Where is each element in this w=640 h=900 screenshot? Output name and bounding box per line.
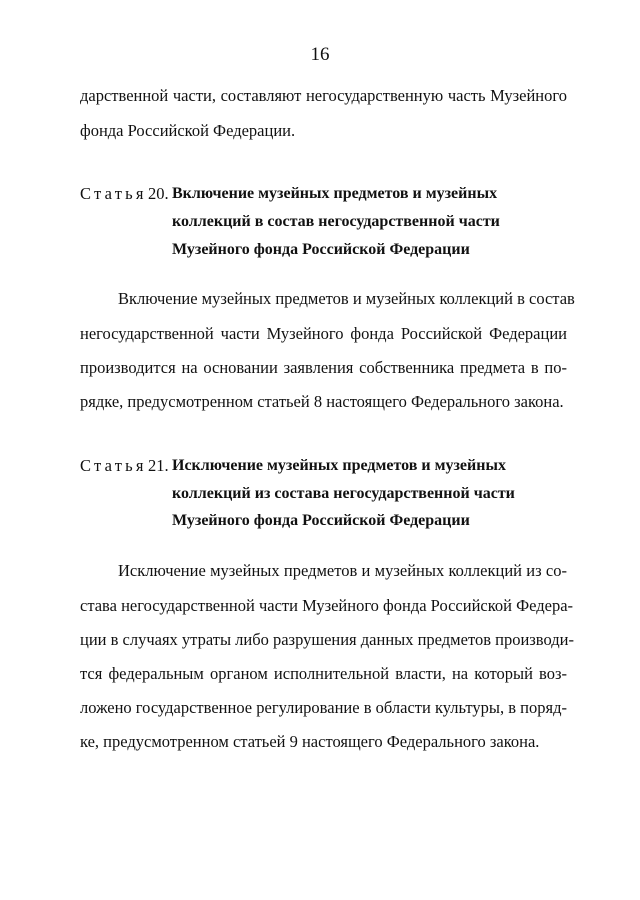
article-body-line: тся федеральным органом исполнительной власти, на который воз- — [80, 664, 567, 683]
article-body-line: ложено государственное регулирование в области культуры, в поряд- — [80, 698, 567, 717]
article-body-line: ции в случаях утраты либо разрушения данных предметов производи- — [80, 630, 574, 649]
article-label: Статья — [80, 184, 147, 203]
article-title-line: Исключение музейных предметов и музейных — [172, 457, 506, 474]
article-body-line: Включение музейных предметов и музейных коллекций в состав — [118, 289, 575, 308]
article-title-line: Музейного фонда Российской Федерации — [172, 512, 470, 529]
article-body-line: Исключение музейных предметов и музейных коллекций из со- — [118, 561, 567, 580]
page-number: 16 — [310, 44, 330, 65]
article-body-line: ке, предусмотренном статьей 9 настоящего Федерального закона. — [80, 732, 540, 751]
article-body-line: производится на основании заявления собственника предмета в по- — [80, 358, 567, 377]
article-body-line: става негосударственной части Музейного фонда Российской Федера- — [80, 596, 574, 615]
article-number: 21. — [148, 456, 169, 475]
article-title-line: коллекций из состава негосударственной части — [172, 485, 515, 502]
article-body-line: негосударственной части Музейного фонда Российской Федерации — [80, 324, 567, 343]
article-number: 20. — [148, 184, 169, 203]
article-body-line: рядке, предусмотренном статьей 8 настоящего Федерального закона. — [80, 392, 564, 411]
article-title-line: Музейного фонда Российской Федерации — [172, 241, 470, 258]
article-title-line: Включение музейных предметов и музейных — [172, 185, 498, 202]
intro-line: дарственной части, составляют негосударственную часть Музейного — [80, 86, 567, 105]
article-label: Статья — [80, 456, 147, 475]
intro-line: фонда Российской Федерации. — [80, 121, 296, 140]
article-title-line: коллекций в состав негосударственной части — [172, 213, 500, 230]
